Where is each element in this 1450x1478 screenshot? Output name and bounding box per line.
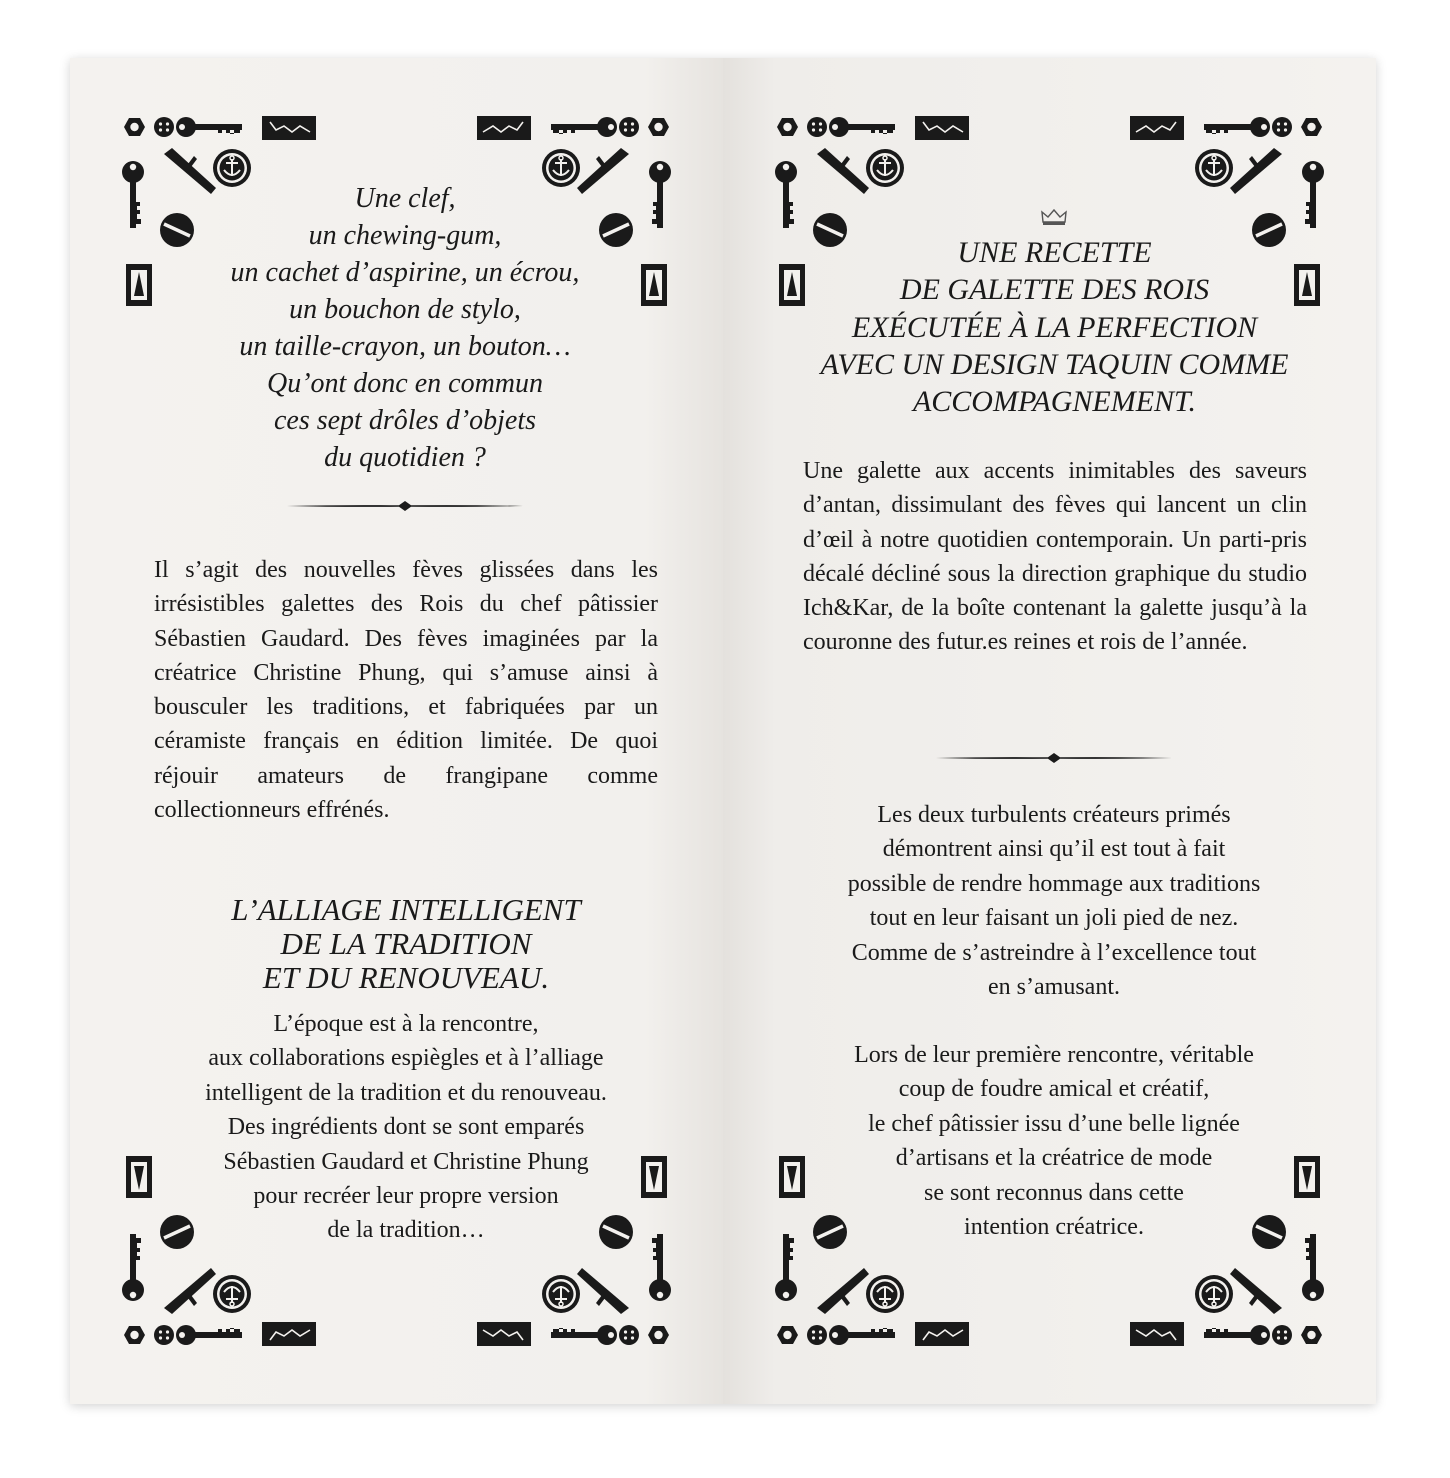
heading-line: EXÉCUTÉE À LA PERFECTION <box>851 310 1258 344</box>
section-heading <box>773 234 1336 420</box>
flourish-divider <box>287 500 523 512</box>
text-line: intelligent de la tradition et du renouveau. <box>205 1079 607 1106</box>
text-line: aux collaborations espiègles et à l’alliage <box>208 1045 604 1072</box>
heading-line: UNE RECETTE <box>957 236 1152 269</box>
text-line: se sont reconnus dans cette <box>924 1179 1184 1206</box>
flourish-divider <box>936 752 1172 764</box>
poem-line: Une clef, <box>354 183 456 214</box>
right-page <box>723 58 1376 1404</box>
text-line: pour recréer leur propre version <box>253 1183 559 1210</box>
heading-line: ET DU RENOUVEAU. <box>262 960 550 995</box>
text-line: Comme de s’astreindre à l’excellence tout <box>851 939 1257 966</box>
heading-line: DE GALETTE DES ROIS <box>899 273 1210 307</box>
text-line: tout en leur faisant un joli pied de nez. <box>869 905 1239 932</box>
intro-poem <box>190 180 620 476</box>
poem-line: du quotidien ? <box>324 442 486 473</box>
text-line: d’artisans et la créatrice de mode <box>895 1145 1213 1172</box>
poem-line: ces sept drôles d’objets <box>273 405 537 436</box>
text-line: en s’amusant. <box>988 974 1120 1001</box>
text-line: de la tradition… <box>327 1217 485 1244</box>
text-line: le chef pâtissier issu d’une belle lignée <box>868 1110 1240 1137</box>
poem-line: un bouchon de stylo, <box>289 294 521 325</box>
crown-icon <box>1041 208 1067 226</box>
section-heading <box>154 893 658 995</box>
text-line: Des ingrédients dont se sont emparés <box>227 1114 585 1141</box>
text-line: Lors de leur première rencontre, véritable <box>854 1042 1254 1068</box>
text-line: Sébastien Gaudard et Christine Phung <box>223 1148 589 1175</box>
heading-line: AVEC UN DESIGN TAQUIN COMME <box>820 347 1289 381</box>
closing-paragraph <box>154 1007 658 1248</box>
meeting-paragraph <box>789 1038 1319 1244</box>
text-line: intention créatrice. <box>964 1214 1144 1241</box>
intro-paragraph: Une galette aux accents inimitables des saveurs d’antan, dissimulant des fèves qui lancent un clin d’œil à notre quotidien contemporain. Un parti-pris décalé décliné sous la direction graphique du studio Ich&Kar, de la boîte contenant la galette jusqu’à la couronne des futur.es reines et rois de l’année. <box>803 458 1307 656</box>
heading-line: DE LA TRADITION <box>280 926 532 961</box>
poem-line: un cachet d’aspirine, un écrou, <box>230 257 580 288</box>
creators-paragraph <box>789 798 1319 1004</box>
heading-line: L’ALLIAGE INTELLIGENT <box>231 892 581 927</box>
poem-line: un taille-crayon, un bouton… <box>239 331 571 362</box>
poem-line: un chewing-gum, <box>308 220 502 251</box>
text-line: démontrent ainsi qu’il est tout à fait <box>882 836 1226 863</box>
left-page <box>70 58 723 1404</box>
text-line: coup de foudre amical et créatif, <box>898 1076 1210 1103</box>
poem-line: Qu’ont donc en commun <box>266 368 544 399</box>
text-line: Les deux turbulents créateurs primés <box>877 802 1231 828</box>
intro-paragraph: Il s’agit des nouvelles fèves glissées dans les irrésistibles galettes des Rois du chef pâtissier Sébastien Gaudard. Des fèves imaginées par la créatrice Christine Phung, qui s’amuse ainsi à bousculer les traditions, et fabriquées par un céramiste français en édition limitée. De quoi réjouir amateurs de frangipane comme collectionneurs effrénés. <box>154 557 658 824</box>
text-line: possible de rendre hommage aux traditions <box>847 870 1261 897</box>
heading-line: ACCOMPAGNEMENT. <box>912 385 1197 419</box>
text-line: L’époque est à la rencontre, <box>273 1011 539 1037</box>
